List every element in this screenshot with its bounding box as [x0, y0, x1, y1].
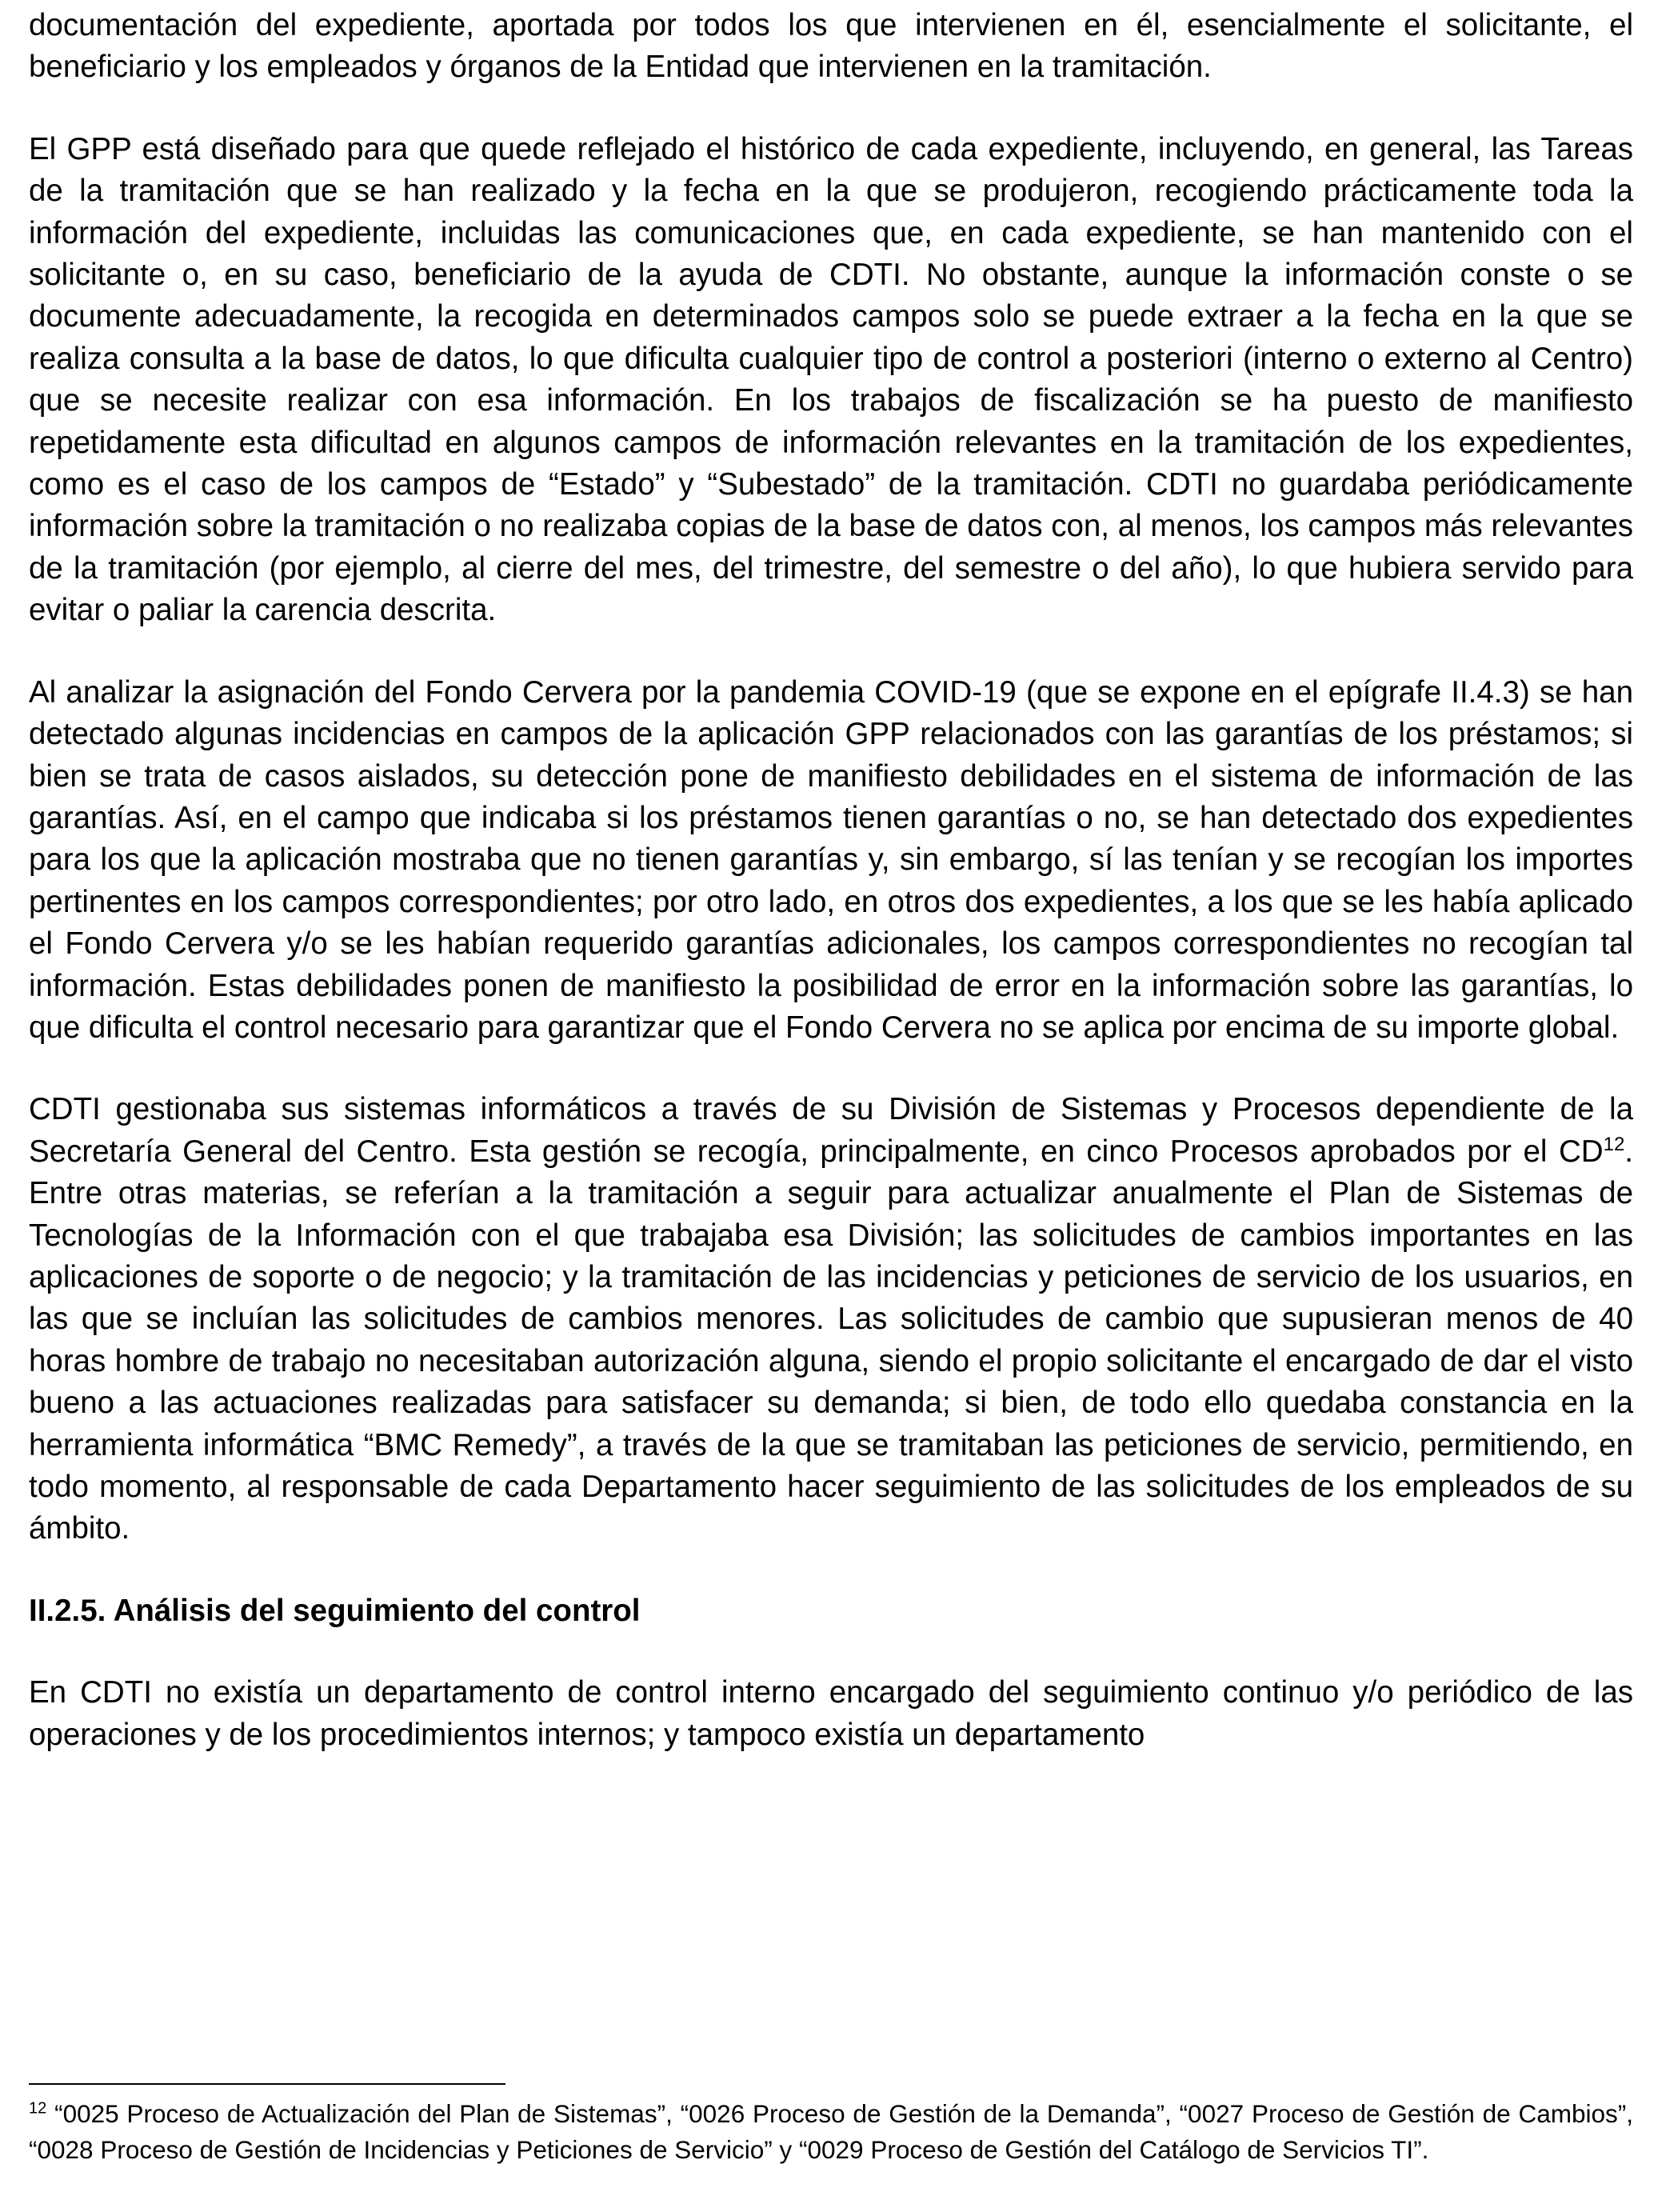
paragraph-4 [29, 1089, 1633, 1550]
paragraph-4-text-before-ref: CDTI gestionaba sus sistemas informáticos a través de su División de Sistemas y Procesos dependiente de la Secretaría General del Centro. Esta gestión se recogía, principalmente, en cinco Procesos aprobados por el CD [29, 1092, 1633, 1169]
footnote-reference: 12 [1603, 1133, 1625, 1155]
paragraph-gap [29, 1049, 1633, 1089]
paragraph-4-text-after-ref: . Entre otras materias, se referían a la tramitación a seguir para actualizar anualmente el Plan de Sistemas de Tecnologías de la Información con el que trabajaba esa División; las solicitudes de cambios importantes en las aplicaciones de soporte o de negocio; y la tramitación de las incidencias y peticiones de servicio de los usuarios, en las que se incluían las solicitudes de cambios menores. Las solicitudes de cambio que supusieran menos de 40 horas hombre de trabajo no necesitaban autorización alguna, siendo el propio solicitante el encargado de dar el visto bueno a las actuaciones realizadas para satisfacer su demanda; si bien, de todo ello quedaba constancia en la herramienta informática “BMC Remedy”, a través de la que se tramitaban las peticiones de servicio, permitiendo, en todo momento, al responsable de cada Departamento hacer seguimiento de las solicitudes de los empleados de su ámbito. [29, 1134, 1633, 1546]
paragraph-2: El GPP está diseñado para que quede reflejado el histórico de cada expediente, incluyendo, en general, las Tareas de la tramitación que se han realizado y la fecha en la que se produjeron, recogiendo prácticamente toda la información del expediente, incluidas las comunicaciones que, en cada expediente, se han mantenido con el solicitante o, en su caso, beneficiario de la ayuda de CDTI. No obstante, aunque la información conste o se documente adecuadamente, la recogida en determinados campos solo se puede extraer a la fecha en la que se realiza consulta a la base de datos, lo que dificulta cualquier tipo de control a posteriori (interno o externo al Centro) que se necesite realizar con esa información. En los trabajos de fiscalización se ha puesto de manifiesto repetidamente esta dificultad en algunos campos de información relevantes en la tramitación de los expedientes, como es el caso de los campos de “Estado” y “Subestado” de la tramitación. CDTI no guardaba periódicamente información sobre la tramitación o no realizaba copias de la base de datos con, al menos, los campos más relevantes de la tramitación (por ejemplo, al cierre del mes, del trimestre, del semestre o del año), lo que hubiera servido para evitar o paliar la carencia descrita. [29, 131, 1633, 628]
paragraph-gap [29, 632, 1633, 672]
paragraph-gap [29, 1550, 1633, 1590]
section-heading: II.2.5. Análisis del seguimiento del control [29, 1593, 641, 1628]
footnote-separator [29, 2083, 505, 2085]
paragraph-3: Al analizar la asignación del Fondo Cervera por la pandemia COVID-19 (que se expone en el epígrafe II.4.3) se han detectado algunas incidencias en campos de la aplicación GPP relacionados con las garantías de los préstamos; si bien se trata de casos aislados, su detección pone de manifiesto debilidades en el sistema de información de las garantías. Así, en el campo que indicaba si los préstamos tienen garantías o no, se han detectado dos expedientes para los que la aplicación mostraba que no tienen garantías y, sin embargo, sí las tenían y se recogían los importes pertinentes en los campos correspondientes; por otro lado, en otros dos expedientes, a los que se les había aplicado el Fondo Cervera y/o se les habían requerido garantías adicionales, los campos correspondientes no recogían tal información. Estas debilidades ponen de manifiesto la posibilidad de error en la información sobre las garantías, lo que dificulta el control necesario para garantizar que el Fondo Cervera no se aplica por encima de su importe global. [29, 674, 1633, 1045]
paragraph-gap [29, 1632, 1633, 1672]
footnote-text: “0025 Proceso de Actualización del Plan de Sistemas”, “0026 Proceso de Gestión de la Demanda”, “0027 Proceso de Gestión de Cambios”, “0028 Proceso de Gestión de Incidencias y Peticiones de Servicio” y “0029 Proceso de Gestión del Catálogo de Servicios TI”. [29, 2099, 1633, 2164]
footnote [29, 2096, 1633, 2167]
paragraph-gap [29, 89, 1633, 129]
paragraph-1: documentación del expediente, aportada por todos los que intervienen en él, esencialmente el solicitante, el beneficiario y los empleados y órganos de la Entidad que intervienen en la tramitación. [29, 8, 1633, 85]
footnote-number: 12 [29, 2099, 47, 2118]
document-page [29, 5, 1633, 1756]
paragraph-5: En CDTI no existía un departamento de control interno encargado del seguimiento continuo y/o periódico de las operaciones y de los procedimientos internos; y tampoco existía un departamento [29, 1675, 1633, 1752]
